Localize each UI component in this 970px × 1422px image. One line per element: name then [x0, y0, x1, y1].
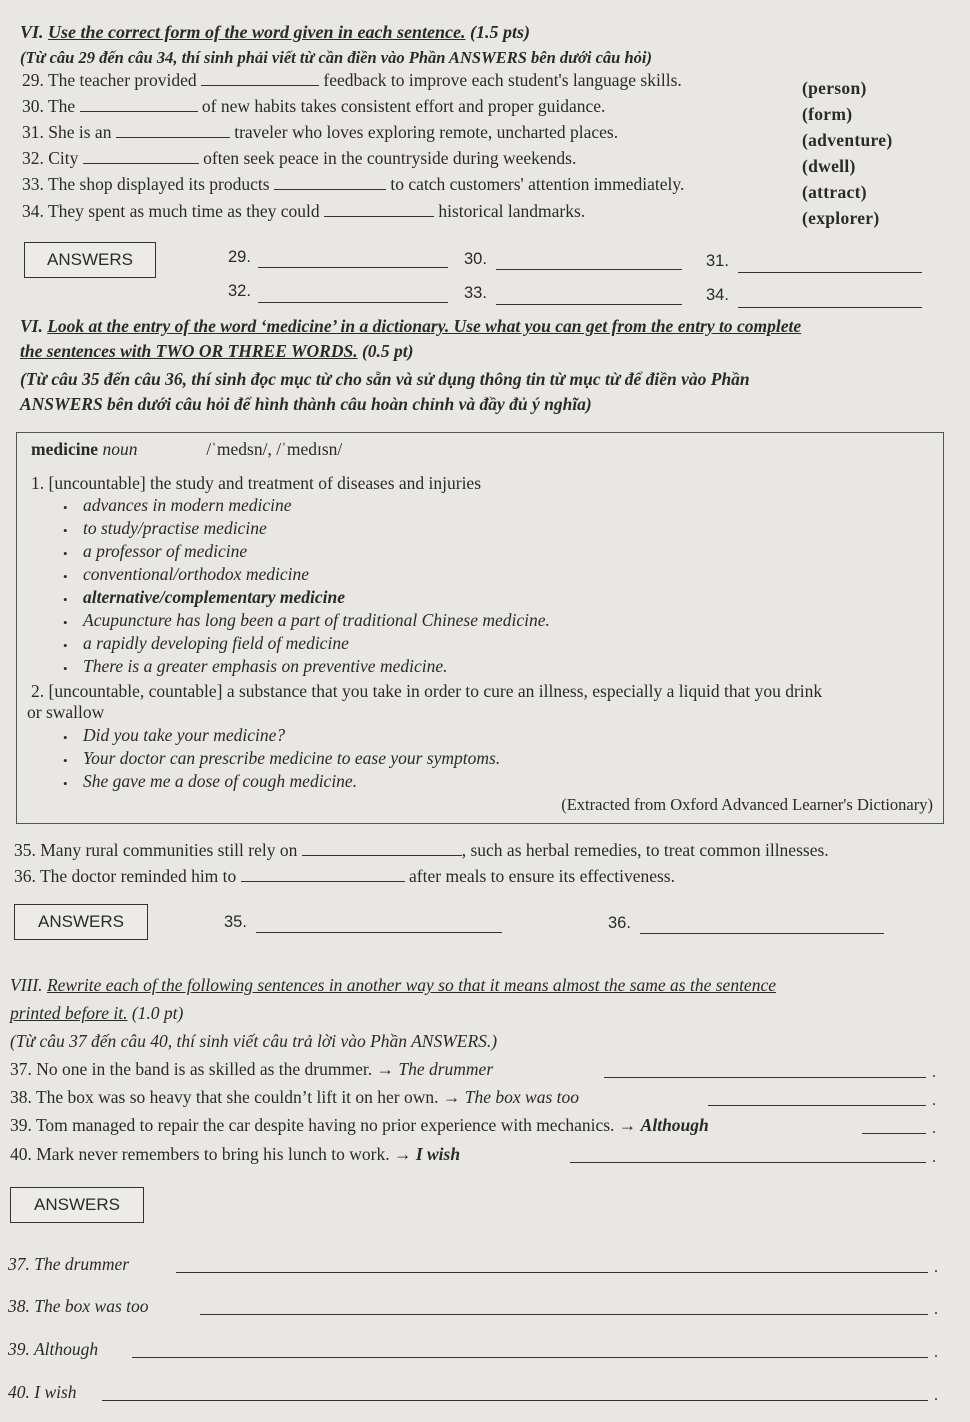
answer-line-34[interactable] — [738, 307, 922, 308]
dictionary-source: (Extracted from Oxford Advanced Learner's Dictionary) — [561, 795, 933, 814]
question-35: 35. Many rural communities still rely on , such as herbal remedies, to treat common illnesses. — [14, 840, 829, 860]
answer-line-30[interactable] — [496, 269, 682, 270]
sense2-example-1: Did you take your medicine? — [83, 725, 286, 745]
sense1-example-5: alternative/complementary medicine — [83, 587, 345, 607]
bullet-icon: • — [63, 753, 68, 768]
bullet-icon: • — [63, 776, 68, 791]
answer-line-36[interactable] — [640, 933, 884, 934]
section-7-instruction-line1: (Từ câu 35 đến câu 36, thí sinh đọc mục từ cho sẵn và sử dụng thông tin từ mục từ để điền vào Phần — [20, 369, 750, 389]
section-6-heading: VI. Use the correct form of the word given in each sentence. (1.5 pts) — [20, 22, 530, 42]
hint-31: (adventure) — [802, 130, 893, 150]
answer-37-period: . — [934, 1259, 938, 1276]
section-8-heading-line1: VIII. Rewrite each of the following sentences in another way so that it means almost the same as the sentence — [10, 975, 776, 995]
sense1-example-3: a professor of medicine — [83, 541, 248, 561]
answer-40-period: . — [934, 1387, 938, 1404]
answer-line-40[interactable] — [102, 1400, 928, 1401]
q40-inline-blank[interactable] — [570, 1162, 926, 1163]
sense1-example-6: Acupuncture has long been a part of traditional Chinese medicine. — [83, 610, 550, 630]
hint-32: (dwell) — [802, 156, 856, 176]
q39-inline-blank[interactable] — [862, 1133, 926, 1134]
dictionary-sense-2-line1: 2. [uncountable, countable] a substance that you take in order to cure an illness, especially a liquid that you drink — [31, 681, 823, 701]
answer-num-34: 34. — [706, 286, 729, 304]
dictionary-sense-2-line2: or swallow — [27, 702, 105, 722]
hint-33: (attract) — [802, 182, 867, 202]
question-39: 39. Tom managed to repair the car despite having no prior experience with mechanics. → Although — [10, 1115, 709, 1135]
question-33: 33. The shop displayed its products to catch customers' attention immediately. — [22, 174, 685, 194]
sense1-example-8: There is a greater emphasis on preventive medicine. — [83, 656, 448, 676]
question-38: 38. The box was so heavy that she couldn’t lift it on her own. → The box was too — [10, 1087, 580, 1107]
answer-39-period: . — [934, 1344, 938, 1361]
bullet-icon: • — [63, 638, 68, 653]
answer-num-31: 31. — [706, 252, 729, 270]
bullet-icon: • — [63, 523, 68, 538]
answer-line-31[interactable] — [738, 272, 922, 273]
answers-box-37-40: ANSWERS — [10, 1187, 144, 1223]
answer-num-33: 33. — [464, 284, 487, 302]
question-31: 31. She is an traveler who loves exploring remote, uncharted places. — [22, 122, 619, 142]
answer-num-29: 29. — [228, 248, 251, 266]
q38-period: . — [932, 1092, 936, 1109]
q40-period: . — [932, 1149, 936, 1166]
sense2-example-3: She gave me a dose of cough medicine. — [83, 771, 358, 791]
bullet-icon: • — [63, 569, 68, 584]
question-36: 36. The doctor reminded him to after meals to ensure its effectiveness. — [14, 866, 675, 886]
answer-37-prompt: 37. The drummer — [8, 1254, 130, 1274]
sense1-example-7: a rapidly developing field of medicine — [83, 633, 349, 653]
q37-inline-blank[interactable] — [604, 1077, 926, 1078]
sense1-example-2: to study/practise medicine — [83, 518, 267, 538]
section-8-heading-line2: printed before it. (1.0 pt) — [10, 1003, 184, 1023]
answer-num-36: 36. — [608, 914, 631, 932]
answer-40-prompt: 40. I wish — [8, 1382, 77, 1402]
sense1-example-4: conventional/orthodox medicine — [83, 564, 309, 584]
dictionary-sense-1: 1. [uncountable] the study and treatment of diseases and injuries — [31, 473, 482, 493]
answer-line-39[interactable] — [132, 1357, 928, 1358]
answer-38-prompt: 38. The box was too — [8, 1296, 149, 1316]
hint-29: (person) — [802, 78, 867, 98]
answer-line-38[interactable] — [200, 1314, 928, 1315]
question-32: 32. City often seek peace in the countryside during weekends. — [22, 148, 577, 168]
bullet-icon: • — [63, 661, 68, 676]
q38-inline-blank[interactable] — [708, 1105, 926, 1106]
dictionary-headword-line: medicine noun /ˈmedsn/, /ˈmedɪsn/ — [31, 439, 343, 459]
answer-38-period: . — [934, 1301, 938, 1318]
answer-num-30: 30. — [464, 250, 487, 268]
answer-39-prompt: 39. Although — [8, 1339, 99, 1359]
answer-num-32: 32. — [228, 282, 251, 300]
answer-line-37[interactable] — [176, 1272, 928, 1273]
answer-line-33[interactable] — [496, 304, 682, 305]
bullet-icon: • — [63, 500, 68, 515]
question-34: 34. They spent as much time as they could historical landmarks. — [22, 201, 586, 221]
sense2-example-2: Your doctor can prescribe medicine to ease your symptoms. — [83, 748, 501, 768]
answer-line-32[interactable] — [258, 302, 448, 303]
question-29: 29. The teacher provided feedback to improve each student's language skills. — [22, 70, 682, 90]
bullet-icon: • — [63, 592, 68, 607]
hint-30: (form) — [802, 104, 853, 124]
bullet-icon: • — [63, 730, 68, 745]
dictionary-entry-box — [16, 432, 944, 824]
answer-num-35: 35. — [224, 913, 247, 931]
question-40: 40. Mark never remembers to bring his lunch to work. → I wish — [10, 1144, 461, 1164]
hint-34: (explorer) — [802, 208, 880, 228]
section-7-instruction-line2: ANSWERS bên dưới câu hỏi để hình thành câu hoàn chỉnh và đầy đủ ý nghĩa) — [20, 394, 592, 414]
bullet-icon: • — [63, 615, 68, 630]
answers-box-35-36: ANSWERS — [14, 904, 148, 940]
q37-period: . — [932, 1064, 936, 1081]
sense1-example-1: advances in modern medicine — [83, 495, 292, 515]
section-8-instruction: (Từ câu 37 đến câu 40, thí sinh viết câu trả lời vào Phần ANSWERS.) — [10, 1031, 498, 1051]
q39-period: . — [932, 1120, 936, 1137]
bullet-icon: • — [63, 546, 68, 561]
answers-box-29-34: ANSWERS — [24, 242, 156, 278]
question-37: 37. No one in the band is as skilled as the drummer. → The drummer — [10, 1059, 494, 1079]
question-30: 30. The of new habits takes consistent effort and proper guidance. — [22, 96, 606, 116]
section-7-heading-line1: VI. Look at the entry of the word ‘medicine’ in a dictionary. Use what you can get from the entry to complete — [20, 316, 802, 336]
section-7-heading-line2: the sentences with TWO OR THREE WORDS. (0.5 pt) — [20, 341, 414, 361]
section-6-instruction: (Từ câu 29 đến câu 34, thí sinh phải viết từ cần điền vào Phần ANSWERS bên dưới câu hỏi) — [20, 48, 652, 67]
answer-line-29[interactable] — [258, 267, 448, 268]
answer-line-35[interactable] — [256, 932, 502, 933]
